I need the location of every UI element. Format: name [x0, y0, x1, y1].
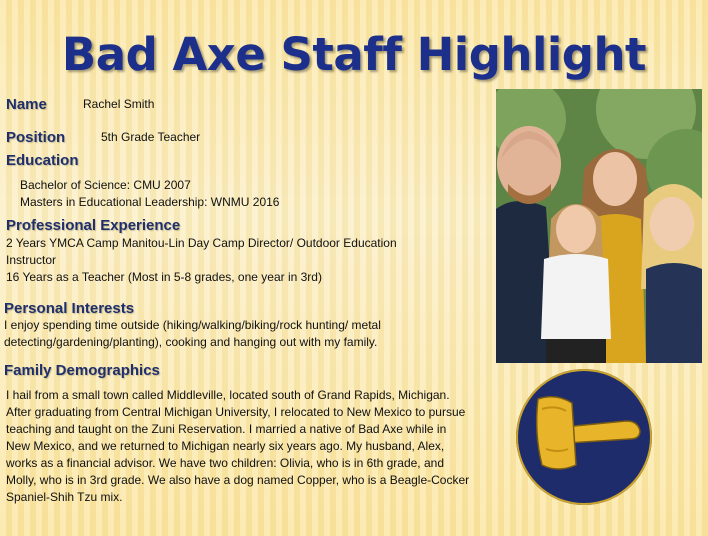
family-photo: [496, 89, 702, 363]
family-line-2: After graduating from Central Michigan University, I relocated to New Mexico to pursue: [6, 405, 466, 419]
experience-heading: Professional Experience: [6, 217, 181, 234]
axe-logo: [516, 369, 652, 505]
family-line-1: I hail from a small town called Middleville, located south of Grand Rapids, Michigan.: [6, 388, 450, 402]
interests-line-2: detecting/gardening/planting), cooking and hanging out with my family.: [4, 335, 378, 349]
experience-line-1: 2 Years YMCA Camp Manitou-Lin Day Camp Director/ Outdoor Education: [6, 236, 397, 250]
education-line-2: Masters in Educational Leadership: WNMU 2016: [20, 195, 280, 209]
education-line-1: Bachelor of Science: CMU 2007: [20, 178, 191, 192]
name-heading: Name: [6, 96, 47, 113]
experience-line-3: 16 Years as a Teacher (Most in 5-8 grades, one year in 3rd): [6, 270, 322, 284]
family-line-4: New Mexico, and we returned to Michigan nearly six years ago. My husband, Alex,: [6, 439, 445, 453]
position-heading: Position: [6, 129, 66, 146]
position-value: 5th Grade Teacher: [101, 130, 201, 144]
page-title: Bad Axe Staff Highlight: [61, 28, 647, 81]
experience-line-2: Instructor: [6, 253, 57, 267]
family-line-6: Molly, who is in 3rd grade. We also have a dog named Copper, who is a Beagle-Cocker: [6, 473, 470, 487]
education-heading: Education: [6, 152, 79, 169]
family-line-5: works as a financial advisor. We have two children: Olivia, who is in 6th grade, and: [6, 456, 444, 470]
family-line-7: Spaniel-Shih Tzu mix.: [6, 490, 123, 504]
interests-line-1: I enjoy spending time outside (hiking/walking/biking/rock hunting/ metal: [4, 318, 381, 332]
interests-heading: Personal Interests: [4, 300, 135, 317]
family-heading: Family Demographics: [4, 362, 160, 379]
family-line-3: teaching and taught on the Zuni Reservation. I married a native of Bad Axe while in: [6, 422, 447, 436]
name-value: Rachel Smith: [83, 97, 155, 111]
